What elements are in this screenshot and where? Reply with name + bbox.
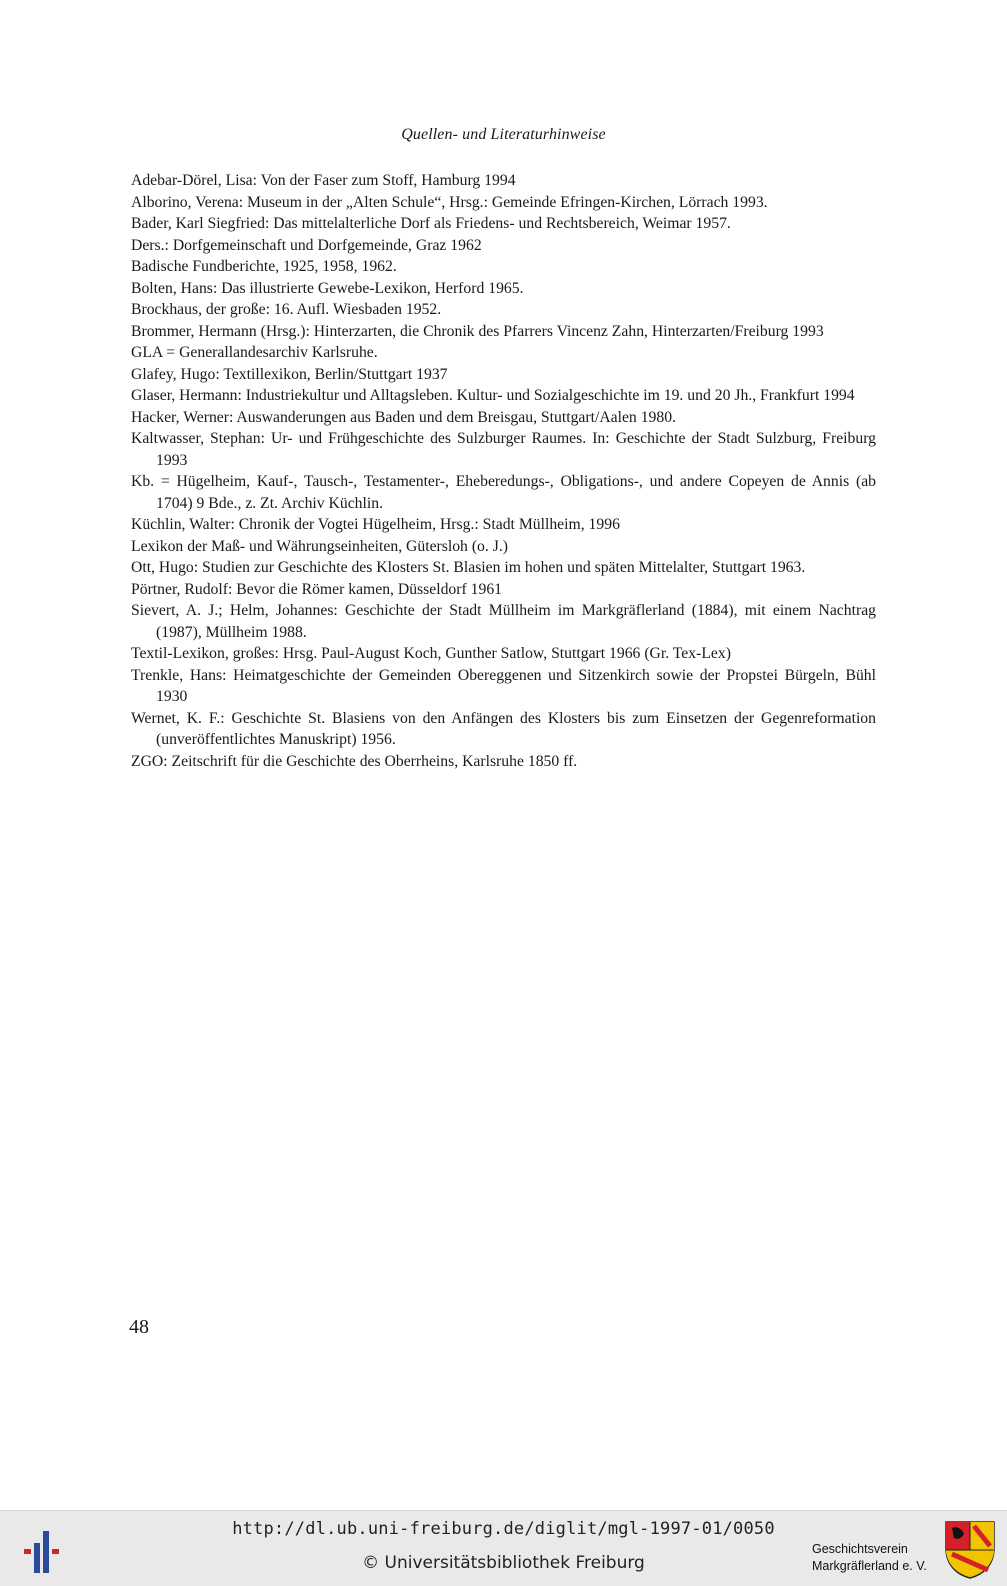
bibliography-entry: Trenkle, Hans: Heimatgeschichte der Gemeinden Obereggenen und Sitzenkirch sowie der Propstei Bürgeln, Bühl 1930 bbox=[131, 666, 876, 705]
bibliography-entry: Sievert, A. J.; Helm, Johannes: Geschichte der Stadt Müllheim im Markgräflerland (1884), mit einem Nachtrag (1987), Müllheim 1988. bbox=[131, 602, 876, 641]
bibliography-entry: Glafey, Hugo: Textillexikon, Berlin/Stuttgart 1937 bbox=[131, 365, 448, 383]
bibliography-entry: Hacker, Werner: Auswanderungen aus Baden und dem Breisgau, Stuttgart/Aalen 1980. bbox=[131, 408, 676, 426]
bibliography-entry: Adebar-Dörel, Lisa: Von der Faser zum Stoff, Hamburg 1994 bbox=[131, 172, 516, 189]
permalink-url[interactable]: http://dl.ub.uni-freiburg.de/diglit/mgl-1997-01/0050 bbox=[232, 1519, 775, 1539]
bibliography-entry: Brommer, Hermann (Hrsg.): Hinterzarten, die Chronik des Pfarrers Vincenz Zahn, Hinterzarten/Freiburg 1993 bbox=[131, 322, 824, 340]
bibliography-entry: Textil-Lexikon, großes: Hrsg. Paul-August Koch, Gunther Satlow, Stuttgart 1966 (Gr. Tex-Lex) bbox=[131, 645, 731, 662]
society-name-line: Geschichtsverein bbox=[812, 1542, 908, 1556]
copyright-notice: © Universitätsbibliothek Freiburg bbox=[362, 1553, 645, 1573]
bibliography-entry: Wernet, K. F.: Geschichte St. Blasiens von den Anfängen des Klosters bis zum Einsetzen der Gegenreformation (unveröffentlichtes Manuskript) 1956. bbox=[131, 709, 876, 748]
bibliography-entry: Brockhaus, der große: 16. Aufl. Wiesbaden 1952. bbox=[131, 301, 442, 318]
bibliography-entry: Kb. = Hügelheim, Kauf-, Tausch-, Testamenter-, Eheberedungs-, Obligations-, und andere Copeyen de Annis (ab 1704) 9 Bde., z. Zt. Archiv Küchlin. bbox=[131, 473, 876, 512]
bibliography-entry: Glaser, Hermann: Industriekultur und Alltagsleben. Kultur- und Sozialgeschichte im 19. und 20 Jh., Frankfurt 1994 bbox=[131, 387, 855, 404]
bibliography-entry: Ders.: Dorfgemeinschaft und Dorfgemeinde, Graz 1962 bbox=[131, 236, 482, 254]
bibliography-entry: Kaltwasser, Stephan: Ur- und Frühgeschichte des Sulzburger Raumes. In: Geschichte der Stadt Sulzburg, Freiburg 1993 bbox=[131, 430, 876, 469]
society-name-line: Markgräflerland e. V. bbox=[812, 1559, 927, 1573]
bibliography-entry: Küchlin, Walter: Chronik der Vogtei Hügelheim, Hrsg.: Stadt Müllheim, 1996 bbox=[131, 516, 620, 533]
bibliography-entry: Alborino, Verena: Museum in der „Alten Schule“, Hrsg.: Gemeinde Efringen-Kirchen, Lörrach 1993. bbox=[131, 193, 768, 211]
society-name bbox=[812, 1541, 937, 1575]
bibliography-entry: ZGO: Zeitschrift für die Geschichte des Oberrheins, Karlsruhe 1850 ff. bbox=[131, 752, 578, 770]
viewer-footer bbox=[0, 1510, 1007, 1586]
bibliography-entry: Ott, Hugo: Studien zur Geschichte des Klosters St. Blasien im hohen und späten Mittelalter, Stuttgart 1963. bbox=[131, 559, 806, 576]
bibliography-entry: Bader, Karl Siegfried: Das mittelalterliche Dorf als Friedens- und Rechtsbereich, Weimar 1957. bbox=[131, 215, 731, 232]
bibliography-entry: GLA = Generallandesarchiv Karlsruhe. bbox=[131, 344, 378, 361]
bibliography-list bbox=[131, 170, 876, 772]
bibliography-entry: Badische Fundberichte, 1925, 1958, 1962. bbox=[131, 258, 397, 275]
bibliography-entry: Lexikon der Maß- und Währungseinheiten, Gütersloh (o. J.) bbox=[131, 537, 508, 555]
bibliography-entry: Bolten, Hans: Das illustrierte Gewebe-Lexikon, Herford 1965. bbox=[131, 279, 524, 297]
page-number: 48 bbox=[129, 1316, 149, 1338]
running-header: Quellen- und Literaturhinweise bbox=[401, 126, 606, 143]
coat-of-arms-icon[interactable] bbox=[944, 1520, 996, 1580]
bibliography-entry: Pörtner, Rudolf: Bevor die Römer kamen, Düsseldorf 1961 bbox=[131, 580, 503, 598]
